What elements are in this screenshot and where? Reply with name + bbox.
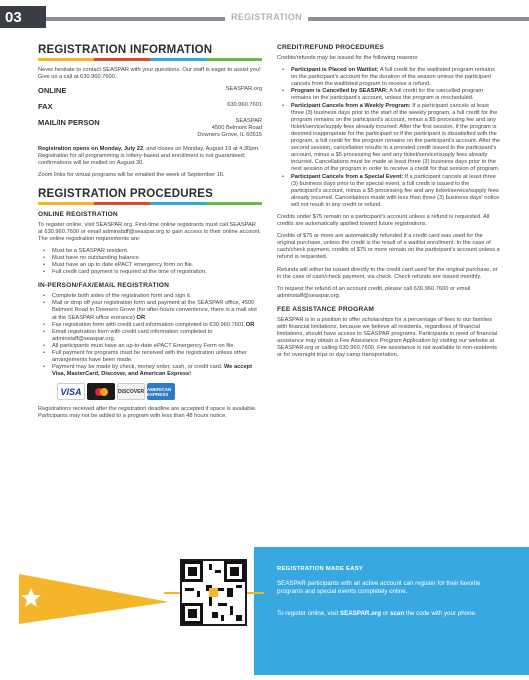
contact-value: SEASPAR.org	[225, 86, 262, 93]
banner-title: REGISTRATION MADE EASY	[277, 566, 364, 572]
intro-text: Never hesitate to contact SEASPAR with your questions. Our staff is eager to assist you! Give us a call at 630.960.7600.	[38, 67, 261, 81]
contact-label: ONLINE	[38, 86, 67, 96]
visa-card-icon: VISA	[57, 383, 85, 400]
contact-fax	[38, 102, 262, 111]
banner-cta: To register online, visit SEASPAR.org or scan the code with your phone.	[277, 610, 477, 617]
refund-heading: CREDIT/REFUND PROCEDURES	[277, 44, 385, 51]
list-item: • Program is Cancelled by SEASPAR: A full credit for the cancelled program remains on the participant's account, unless the program is rescheduled.	[277, 88, 501, 102]
amex-card-icon: AMERICAN EXPRESS	[147, 383, 175, 400]
list-item: • Must be a SEASPAR resident.	[38, 248, 262, 255]
page-number: 03	[0, 6, 46, 28]
mastercard-icon	[87, 383, 115, 400]
contact-online	[38, 86, 262, 95]
fee-assistance-text: SEASPAR is in a position to offer scholarships for a percentage of fees to our families with financial limitations, because we believe all residents, regardless of financial limitations, should have access to SEASPAR programs. Participants in need of financial assistance may obtain a Fee Assistance Program Application by visiting our website at SEASPAR.org or calling 630.960.7600. Fee assistance is not available to non-residents or for overnight trips or day camp transportation.	[277, 316, 498, 359]
list-item: • Fax registration form with credit card information completed to 630.960.7601 OR	[38, 322, 262, 329]
list-item: • Participant Cancels from a Weekly Program: If a participant cancels at least three (3) business days prior to the start of the weekly program, a full credit for the program remains on the participant's account, minus a $5 processing fee and any ticket/service/supply fees already incurred. After the first session, if the program is deemed inappropriate for the participant or if the participant is dissatisfied with the program, a full credit for the program remains on the participant's account. After the second session, cancellation results in a prorated credit issued to the participant's account, minus a $5 processing fee and any ticket/service/supply fees already incurred. Cancellations must be made at least three (3) business days prior to the next session of the program in order to receive a credit for that session of program.	[277, 103, 501, 174]
contact-mail	[38, 118, 262, 139]
color-bar	[38, 202, 262, 205]
in-person-list	[38, 293, 262, 378]
opens-text: Registration opens on Monday, July 22, and closes on Monday, August 19 at 4:30pm. Registration for all programming is lottery-based and enrollment is not guaranteed; confirmations will be mailed on August 30.	[38, 146, 260, 167]
list-item: • Payment may be made by check, money order, cash, or credit card. We accept Visa, MasterCard, Discover, and American Express!	[38, 364, 262, 378]
list-item: • Must have no outstanding balance.	[38, 255, 262, 262]
contact-label: MAIL/IN PERSON	[38, 118, 100, 128]
top-bar	[0, 0, 529, 28]
online-requirements-list	[38, 248, 262, 276]
refund-p4: To request the refund of an account credit, please call 630.960.7600 or email adminstaff@seaspar.org.	[277, 285, 471, 299]
registration-banner	[0, 547, 529, 680]
deadline-text: Registrations received after the registration deadline are accepted if space is available. Participants may not be added to a program with less than 48 hours notice.	[38, 406, 257, 420]
refund-p2: Credits of $75 or more are automatically refunded if a credit card was used for the original purchase, unless the credit is the result of a waitlist enrollment. In the case of cash/check payment, credits of $75 or more remain on the participant's account unless a refund is requested.	[277, 233, 500, 261]
qr-code[interactable]	[180, 559, 247, 626]
refund-reasons-list	[277, 67, 501, 209]
discover-card-icon: DISCOVER	[117, 383, 145, 400]
banner-text: SEASPAR participants with an active account can register for their favorite programs and special events completely online.	[277, 580, 481, 595]
list-item: • Participant Cancels from a Special Event: If a participant cancels at least three (3) business days prior to the special event, a full credit is issued to the participant's account, minus a $5 processing fee and any ticket/service/supply fees already incurred. Cancellations made with less than three (3) business days' notice will not result in any credit or refund.	[277, 174, 501, 209]
contact-value: 630.960.7601	[227, 102, 262, 109]
list-item: • Full credit card payment is required at the time of registration.	[38, 269, 262, 276]
zoom-text: Zoom links for virtual programs will be emailed the week of September 16.	[38, 172, 225, 179]
online-text: To register online, visit SEASPAR.org. First-time online registrants must call SEASPAR at 630.960.7600 or email adminstaff@seaspar.org to gain access to their online account. The online registration requirements are:	[38, 221, 261, 242]
refund-p3: Refunds will either be issued directly to the credit card used for the original purchase, or in the case of cash/check payment, via check. Check refunds are issued monthly.	[277, 266, 498, 280]
right-column	[277, 44, 501, 364]
list-item: • Full payment for programs must be received with the registration unless other arrangements have been made.	[38, 350, 262, 364]
section-title: REGISTRATION	[225, 12, 308, 22]
left-column	[38, 44, 262, 426]
list-item: • Complete both sides of the registration form and sign it.	[38, 293, 262, 300]
list-item: • Mail or drop off your registration form and payment at the SEASPAR office, 4500 Belmont Road in Downers Grove (for after-hours convenience, there is a mail slot at the SEASPAR office entrance) OR	[38, 300, 262, 321]
online-registration-heading: ONLINE REGISTRATION	[38, 210, 118, 218]
color-bar	[38, 58, 262, 61]
seaspar-link[interactable]: SEASPAR.org	[339, 610, 382, 617]
payment-cards	[57, 383, 262, 400]
contact-value: SEASPAR 4500 Belmont Road Downers Grove, IL 60515	[197, 118, 262, 139]
list-item: • Participant is Placed on Waitlist: A full credit for the waitlisted program remains on the participant's account for the duration of the season unless the participant cancels from the waitlisted program to receive a refund.	[277, 67, 501, 88]
pennant-icon	[19, 574, 169, 634]
refund-intro: Credits/refunds may be issued for the following reasons:	[277, 55, 419, 61]
refund-p1: Credits under $75 remain on a participant's account unless a refund is requested. All credits are automatically applied toward future registrations.	[277, 213, 490, 228]
list-item: • All participants must have an up-to-date ePACT Emergency Form on file.	[38, 343, 262, 350]
list-item: • Must have an up to date ePACT emergency form on file.	[38, 262, 262, 269]
fee-assistance-heading: FEE ASSISTANCE PROGRAM	[277, 305, 375, 313]
in-person-heading: IN-PERSON/FAX/EMAIL REGISTRATION	[38, 282, 170, 290]
qr-code-icon	[182, 561, 245, 624]
procedures-title: REGISTRATION PROCEDURES	[38, 187, 213, 200]
list-item: • Email registration form with credit card information completed to adminstaff@seaspar.org.	[38, 329, 262, 343]
registration-info-title: REGISTRATION INFORMATION	[38, 44, 213, 56]
contact-label: FAX	[38, 102, 53, 112]
